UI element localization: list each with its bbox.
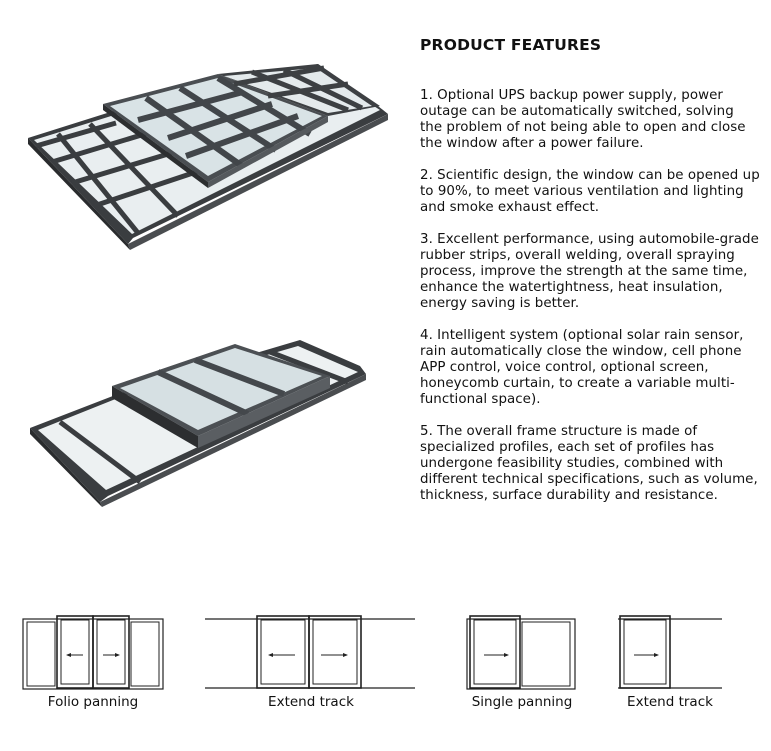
diagram-label: Single panning — [471, 694, 573, 710]
features-heading: PRODUCT FEATURES — [420, 36, 602, 54]
diagram-label: Extend track — [268, 694, 354, 710]
feature-item: 1. Optional UPS backup power supply, power outage can be automatically switched, solving the problem of not being able to open and close the window after a power failure. — [420, 88, 746, 151]
feature-item: 5. The overall frame structure is made of specialized profiles, each set of profiles has undergone feasibility studies, combined with different technical specifications, such as volume, thickness, surface durability and resistance. — [420, 424, 758, 503]
diagram-label: Extend track — [627, 694, 713, 710]
skylight-grid-image — [28, 58, 390, 250]
folio-panning-diagram — [22, 612, 164, 690]
feature-item: 4. Intelligent system (optional solar rain sensor, rain automatically close the window, cell phone APP control, voice control, optional screen, honeycomb curtain, to create a variable multi-functional space). — [420, 328, 744, 407]
single-panning-diagram — [466, 612, 578, 690]
diagram-label: Folio panning — [47, 694, 139, 710]
extend-track-diagram — [205, 612, 417, 690]
sliding-skylight-image — [30, 332, 370, 507]
product-features — [420, 36, 760, 520]
feature-item: 2. Scientific design, the window can be opened up to 90%, to meet various ventilation and lighting and smoke exhaust effect. — [420, 168, 760, 215]
extend-track-single-diagram — [618, 612, 724, 690]
feature-item: 3. Excellent performance, using automobile-grade rubber strips, overall welding, overall spraying process, improve the strength at the same time, enhance the watertightness, heat insulation, energy saving is better. — [420, 232, 759, 311]
